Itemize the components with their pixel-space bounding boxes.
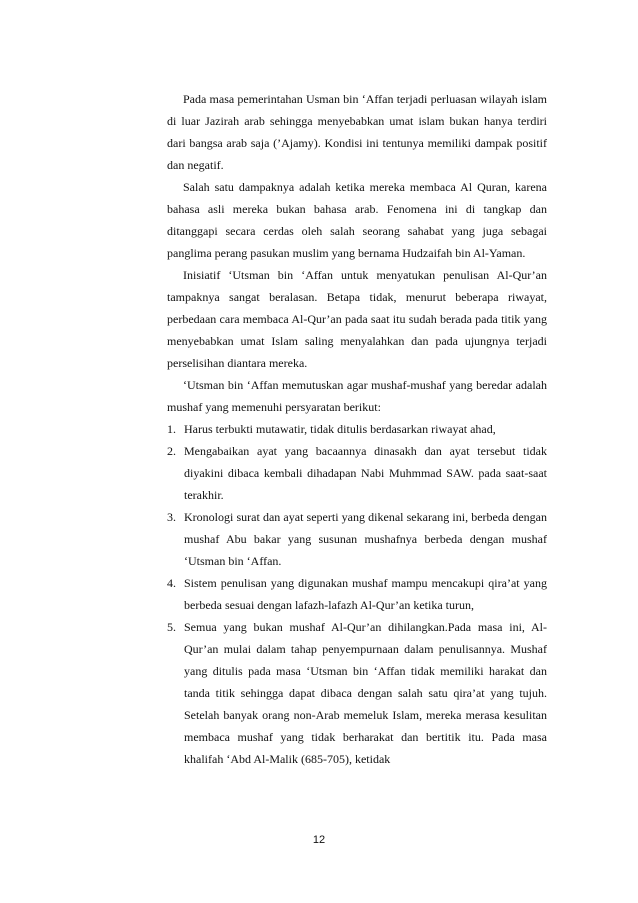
- list-number: 2.: [167, 444, 176, 458]
- body-text: [167, 88, 547, 770]
- list-item: [167, 506, 547, 572]
- list-text: Semua yang bukan mushaf Al-Qur’an dihilangkan.Pada masa ini, Al-Qur’an mulai dalam tahap penyempurnaan dalam penulisannya. Mushaf yang ditulis pada masa ‘Utsman bin ‘Affan tidak memiliki harakat dan tanda titik sehingga dapat dibaca dengan salah satu qira’at yang tujuh. Setelah banyak orang non-Arab memeluk Islam, mereka merasa kesulitan membaca mushaf yang tidak berharakat dan bertitik itu. Pada masa khalifah ‘Abd Al-Malik (685-705), ketidak: [184, 620, 547, 766]
- list-item: [167, 616, 547, 770]
- list-item: [167, 418, 547, 440]
- paragraph-3: Inisiatif ‘Utsman bin ‘Affan untuk menyatukan penulisan Al-Qur’an tampaknya sangat beralasan. Betapa tidak, menurut beberapa riwayat, perbedaan cara membaca Al-Qur’an pada saat itu sudah berada pada titik yang menyebabkan umat Islam saling menyalahkan dan pada ujungnya terjadi perselisihan diantara mereka.: [167, 268, 547, 370]
- paragraph-2: Salah satu dampaknya adalah ketika mereka membaca Al Quran, karena bahasa asli mereka bukan bahasa arab. Fenomena ini di tangkap dan ditanggapi secara cerdas oleh salah seorang sahabat yang juga sebagai panglima perang pasukan muslim yang bernama Hudzaifah bin Al-Yaman.: [167, 180, 547, 260]
- list-text: Kronologi surat dan ayat seperti yang dikenal sekarang ini, berbeda dengan mushaf Abu bakar yang susunan mushafnya berbeda dengan mushaf ‘Utsman bin ‘Affan.: [184, 510, 547, 568]
- list-text: Mengabaikan ayat yang bacaannya dinasakh dan ayat tersebut tidak diyakini dibaca kembali dihadapan Nabi Muhmmad SAW. pada saat-saat terakhir.: [184, 444, 547, 502]
- list-number: 4.: [167, 576, 176, 590]
- list-text: Harus terbukti mutawatir, tidak ditulis berdasarkan riwayat ahad,: [184, 422, 496, 436]
- list-number: 1.: [167, 422, 176, 436]
- list-number: 5.: [167, 620, 176, 634]
- list-item: [167, 440, 547, 506]
- requirements-list: [167, 418, 547, 770]
- list-item: [167, 572, 547, 616]
- list-text: Sistem penulisan yang digunakan mushaf mampu mencakupi qira’at yang berbeda sesuai dengan lafazh-lafazh Al-Qur’an ketika turun,: [184, 576, 547, 612]
- page-number: 12: [312, 834, 326, 846]
- paragraph-1: Pada masa pemerintahan Usman bin ‘Affan terjadi perluasan wilayah islam di luar Jazirah arab sehingga menyebabkan umat islam bukan hanya terdiri dari bangsa arab saja (’Ajamy). Kondisi ini tentunya memiliki dampak positif dan negatif.: [167, 92, 547, 172]
- list-number: 3.: [167, 510, 176, 524]
- paragraph-4: ‘Utsman bin ‘Affan memutuskan agar mushaf-mushaf yang beredar adalah mushaf yang memenuhi persyaratan berikut:: [167, 378, 547, 414]
